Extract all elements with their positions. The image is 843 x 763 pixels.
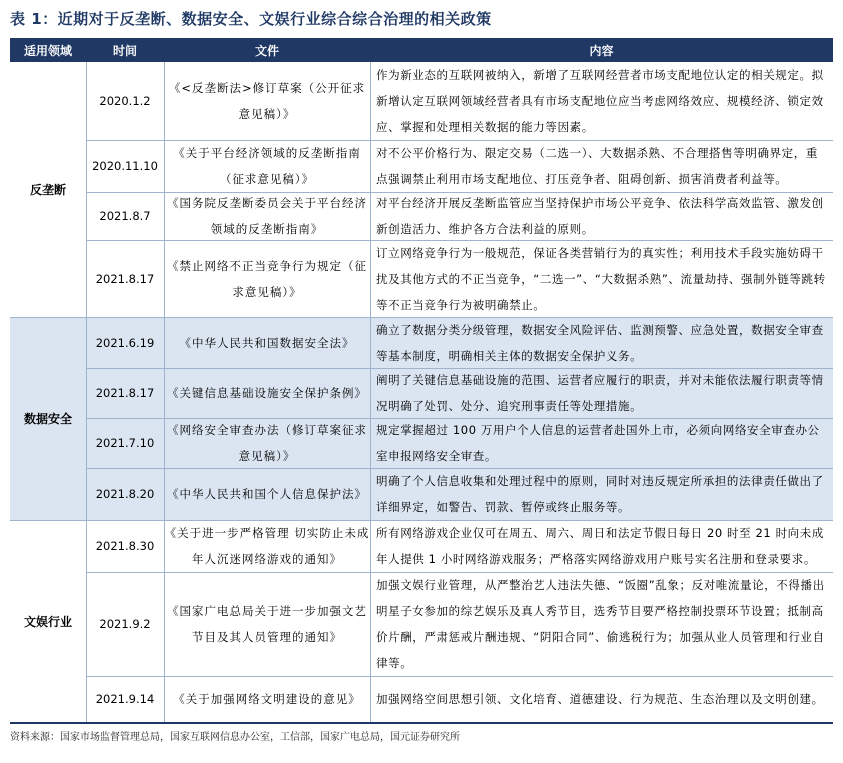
policy-date: 2021.8.30: [95, 539, 155, 553]
policy-content: 确立了数据分类分级管理，数据安全风险评估、监测预警、应急处置，数据安全审查等基本制度，明确相关主体的数据安全保护义务。: [376, 322, 824, 363]
policy-date: 2021.6.19: [95, 335, 155, 350]
header-document: 文件: [164, 40, 370, 62]
policy-date: 2021.8.17: [95, 386, 155, 400]
policy-date: 2021.9.2: [99, 617, 151, 631]
policy-content: 加强文娱行业管理，从严整治艺人违法失德、“饭圈”乱象；反对唯流量论，不得播出明星子女参加的综艺娱乐及真人秀节目，选秀节目要严格控制投票环节设置；抵制高价片酬，严肃惩戒片酬违规、“阴阳合同”、偷逃税行为；加强从业人员管理和行业自律等。: [376, 578, 825, 670]
policy-content: 明确了个人信息收集和处理过程中的原则，同时对违反规定所承担的法律责任做出了详细界定，如警告、罚款、暂停或终止服务等。: [376, 474, 824, 514]
policy-date: 2020.1.2: [99, 94, 151, 108]
policy-content: 作为新业态的互联网被纳入，新增了互联网经营者市场支配地位认定的相关规定。拟新增认定互联网领域经营者具有市场支配地位应当考虑网络效应、规模经济、锁定效应、掌握和处理相关数据的能力等因素。: [376, 68, 824, 134]
policy-table: [10, 38, 833, 724]
header-date: 时间: [86, 40, 164, 62]
policy-content: 所有网络游戏企业仅可在周五、周六、周日和法定节假日每日 20 时至 21 时向未成年人提供 1 小时网络游戏服务；严格落实网络游戏用户账号实名注册和登录要求。: [376, 526, 824, 566]
policy-content: 规定掌握超过 100 万用户个人信息的运营者赴国外上市，必须向网络安全审查办公室申报网络安全审查。: [376, 423, 820, 463]
policy-content: 订立网络竞争行为一般规范，保证各类营销行为的真实性；利用技术手段实施妨碍干扰及其他方式的不正当竞争，“二选一”、“大数据杀熟”、流量劫持、强制外链等跳转等不正当竞争行为被明确禁止。: [376, 245, 826, 312]
header-domain: 适用领域: [10, 40, 86, 62]
policy-document: 《国务院反垄断委员会关于平台经济领域的反垄断指南》: [167, 196, 367, 236]
policy-document: 《中华人民共和国数据安全法》: [179, 335, 355, 350]
policy-document: 《关于平台经济领域的反垄断指南（征求意见稿）》: [173, 146, 361, 186]
policy-content: 阐明了关键信息基础设施的范围、运营者应履行的职责，并对未能依法履行职责等情况明确了处罚、处分、追究刑事责任等处理措施。: [376, 373, 824, 413]
policy-date: 2020.11.10: [92, 159, 158, 173]
policy-content: 加强网络空间思想引领、文化培育、道德建设、行为规范、生态治理以及文明创建。: [376, 692, 824, 706]
policy-date: 2021.8.7: [99, 209, 151, 223]
policy-document: 《关于进一步严格管理 切实防止未成年人沉迷网络游戏的通知》: [164, 526, 370, 566]
source-note: 资料来源：国家市场监督管理总局，国家互联网信息办公室，工信部，国家广电总局，国元证券研究所: [10, 732, 460, 743]
group-label-antitrust: 反垄断: [29, 183, 66, 197]
policy-date: 2021.9.14: [95, 692, 155, 706]
table-title: 表 1：近期对于反垄断、数据安全、文娱行业综合综合治理的相关政策: [10, 10, 492, 28]
policy-content: 对不公平价格行为、限定交易（二选一）、大数据杀熟、不合理搭售等明确界定，重点强调禁止利用市场支配地位、打压竞争者、阻碍创新、损害消费者利益等。: [376, 146, 818, 186]
policy-document: 《国家广电总局关于进一步加强文艺节目及其人员管理的通知》: [167, 604, 367, 644]
group-label-data-security: 数据安全: [23, 412, 72, 426]
policy-document: 《网络安全审查办法（修订草案征求意见稿）》: [167, 423, 367, 463]
policy-date: 2021.8.17: [95, 271, 155, 286]
policy-document: 《禁止网络不正当竞争行为规定（征求意见稿）》: [167, 258, 367, 299]
policy-date: 2021.7.10: [95, 436, 155, 450]
header-content: 内容: [370, 40, 833, 62]
policy-document: 《关键信息基础设施安全保护条例》: [167, 386, 367, 400]
policy-document: 《<反垄断法>修订草案（公开征求意见稿）》: [168, 81, 366, 121]
policy-content: 对平台经济开展反垄断监管应当坚持保护市场公平竞争、依法科学高效监管、激发创新创造活力、维护各方合法利益的原则。: [376, 196, 824, 236]
policy-document: 《中华人民共和国个人信息保护法》: [167, 487, 367, 501]
group-label-entertainment: 文娱行业: [23, 614, 72, 629]
policy-date: 2021.8.20: [95, 487, 155, 501]
policy-document: 《关于加强网络文明建设的意见》: [173, 692, 361, 706]
